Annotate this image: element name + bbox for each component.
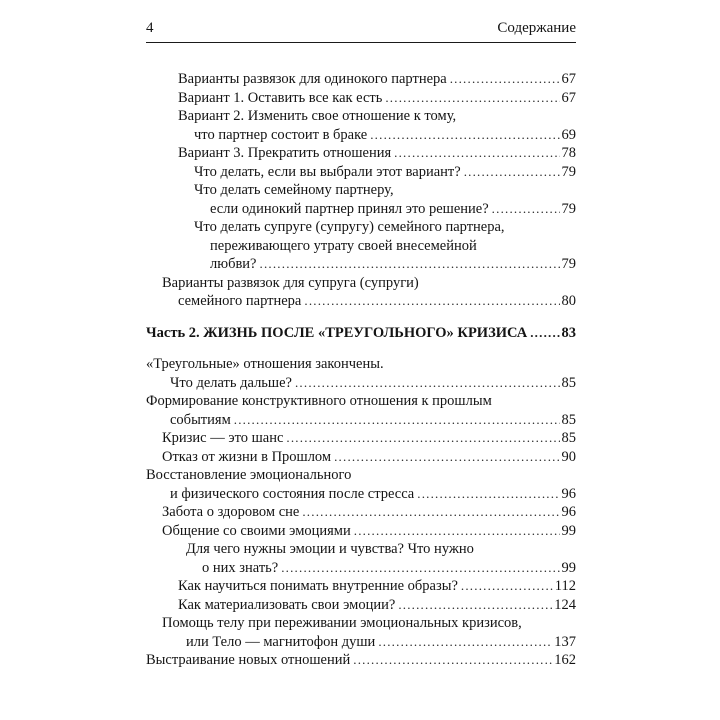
dot-leader (281, 559, 559, 578)
toc-entry-title: Что делать супруге (супругу) семейного партнера, (194, 219, 505, 235)
page-number: 4 (146, 20, 154, 36)
toc-entry-title: семейного партнера (178, 293, 302, 309)
toc-entry-title: что партнер состоит в браке (194, 126, 368, 143)
toc-page-ref: 67 (561, 71, 576, 87)
toc-entry (146, 596, 576, 615)
toc-line (146, 522, 576, 541)
toc-entry-title: Формирование конструктивного отношения к прошлым (146, 393, 492, 409)
toc-entry (146, 448, 576, 467)
toc-page-ref: 85 (561, 411, 576, 428)
dot-leader (334, 448, 559, 467)
toc-entry-title: Вариант 3. Прекратить отношения (178, 145, 392, 161)
toc-entry-title: Что делать, если вы выбрали этот вариант? (194, 163, 461, 180)
dot-leader (530, 324, 559, 343)
dot-leader (260, 255, 560, 274)
toc-entry (146, 70, 576, 89)
toc-page-ref: 67 (561, 89, 576, 106)
toc-line (146, 181, 576, 200)
toc-page-ref: 137 (554, 633, 576, 650)
dot-leader (417, 485, 559, 504)
toc-page-ref: 69 (561, 126, 576, 143)
toc-line (146, 107, 576, 126)
toc-line (146, 163, 576, 182)
dot-leader (353, 651, 552, 670)
toc-page-ref: 162 (554, 652, 576, 668)
toc-entry-title: «Треугольные» отношения закончены. (146, 356, 384, 372)
toc-entry-title: или Тело — магнитофон души (186, 633, 376, 650)
toc-page-ref: 124 (554, 596, 576, 613)
toc-line (146, 429, 576, 448)
toc-entry (146, 614, 576, 651)
toc-line (146, 540, 576, 559)
toc-line (146, 559, 576, 578)
toc-line (146, 596, 576, 615)
toc-entry-title: Общение со своими эмоциями (162, 522, 351, 539)
page-header-title: Содержание (497, 20, 576, 36)
toc-entry-title: любви? (210, 256, 257, 272)
toc-entry (146, 274, 576, 311)
toc-page-ref: 80 (561, 293, 576, 309)
toc-entry (146, 429, 576, 448)
toc-line (146, 392, 576, 411)
toc-page-ref: 85 (561, 430, 576, 446)
dot-leader (304, 292, 559, 311)
dot-leader (450, 70, 560, 89)
toc-entry (146, 540, 576, 577)
dot-leader (378, 633, 552, 652)
book-toc-page (146, 20, 576, 670)
dot-leader (302, 503, 559, 522)
toc-line (146, 255, 576, 274)
toc-entry-title: Кризис — это шанс (162, 430, 284, 446)
toc-line (146, 448, 576, 467)
toc-line (146, 292, 576, 311)
toc-entry (146, 392, 576, 429)
toc-entry-title: и физического состояния после стресса (170, 485, 415, 502)
toc-page-ref: 79 (561, 256, 576, 272)
toc-line (146, 503, 576, 522)
toc-line (146, 144, 576, 163)
toc-page-ref: 79 (561, 163, 576, 180)
toc-entry-title: Вариант 1. Оставить все как есть (178, 89, 383, 106)
toc-line (146, 274, 576, 293)
toc-entry (146, 181, 576, 218)
toc-line (146, 374, 576, 393)
toc-page-ref: 79 (561, 200, 576, 217)
toc-entry-title: Как материализовать свои эмоции? (178, 596, 396, 613)
toc-entry-title: если одинокий партнер принял это решение? (210, 200, 489, 217)
toc-line (146, 237, 576, 256)
toc-entry-title: Помощь телу при переживании эмоциональных кризисов, (162, 615, 522, 631)
toc-entry-title: Для чего нужны эмоции и чувства? Что нужно (186, 541, 474, 557)
toc-line (146, 218, 576, 237)
toc-line (146, 324, 576, 343)
toc-entry (146, 144, 576, 163)
toc-page-ref: 83 (561, 324, 576, 341)
dot-leader (461, 577, 553, 596)
toc-entry (146, 89, 576, 108)
toc-entry (146, 324, 576, 343)
toc-entry-title: Варианты развязок для супруга (супруги) (162, 274, 419, 291)
toc-page-ref: 85 (561, 374, 576, 391)
toc-entry-title: о них знать? (202, 559, 279, 576)
dot-leader (354, 522, 560, 541)
dot-leader (234, 411, 560, 430)
toc-line (146, 633, 576, 652)
dot-leader (385, 89, 559, 108)
toc-entry-title: Варианты развязок для одинокого партнера (178, 71, 447, 87)
toc-line (146, 70, 576, 89)
toc-page-ref: 99 (561, 559, 576, 576)
toc-line (146, 355, 576, 374)
dot-leader (464, 163, 560, 182)
toc-line (146, 614, 576, 633)
toc-page-ref: 96 (561, 504, 576, 520)
toc-line (146, 485, 576, 504)
dot-leader (398, 596, 552, 615)
toc-entry (146, 522, 576, 541)
toc-line (146, 126, 576, 145)
dot-leader (492, 200, 560, 219)
toc-entry (146, 107, 576, 144)
toc-line (146, 200, 576, 219)
toc-entry (146, 577, 576, 596)
toc-page-ref: 78 (561, 145, 576, 161)
toc-entry (146, 503, 576, 522)
toc-entry-title: Выстраивание новых отношений (146, 652, 351, 668)
toc-line (146, 651, 576, 670)
dot-leader (295, 374, 560, 393)
dot-leader (394, 144, 559, 163)
toc-entry-title: событиям (170, 411, 231, 428)
toc-page-ref: 96 (561, 485, 576, 502)
toc-entry-title: Как научиться понимать внутренние образы? (178, 578, 458, 594)
toc-entry-title: Отказ от жизни в Прошлом (162, 448, 332, 465)
toc-entry-title: Восстановление эмоционального (146, 467, 352, 483)
toc-entry-title: Вариант 2. Изменить свое отношение к тому, (178, 108, 457, 124)
toc-line (146, 577, 576, 596)
toc-entry (146, 466, 576, 503)
page-header (146, 20, 576, 43)
toc-page-ref: 90 (561, 448, 576, 465)
toc-entry-title: переживающего утрату своей внесемейной (210, 237, 477, 254)
table-of-contents (146, 70, 576, 670)
toc-entry-title: Забота о здоровом сне (162, 504, 300, 520)
toc-entry-title: Что делать дальше? (170, 374, 292, 391)
dot-leader (370, 126, 559, 145)
toc-line (146, 466, 576, 485)
toc-line (146, 411, 576, 430)
toc-entry (146, 355, 576, 392)
toc-entry (146, 218, 576, 274)
toc-entry-title: Что делать семейному партнеру, (194, 182, 394, 198)
toc-page-ref: 99 (561, 522, 576, 539)
dot-leader (286, 429, 559, 448)
toc-line (146, 89, 576, 108)
toc-entry (146, 651, 576, 670)
toc-entry (146, 163, 576, 182)
toc-entry-title: Часть 2. ЖИЗНЬ ПОСЛЕ «ТРЕУГОЛЬНОГО» КРИЗИСА (146, 324, 528, 341)
toc-page-ref: 112 (554, 578, 576, 594)
